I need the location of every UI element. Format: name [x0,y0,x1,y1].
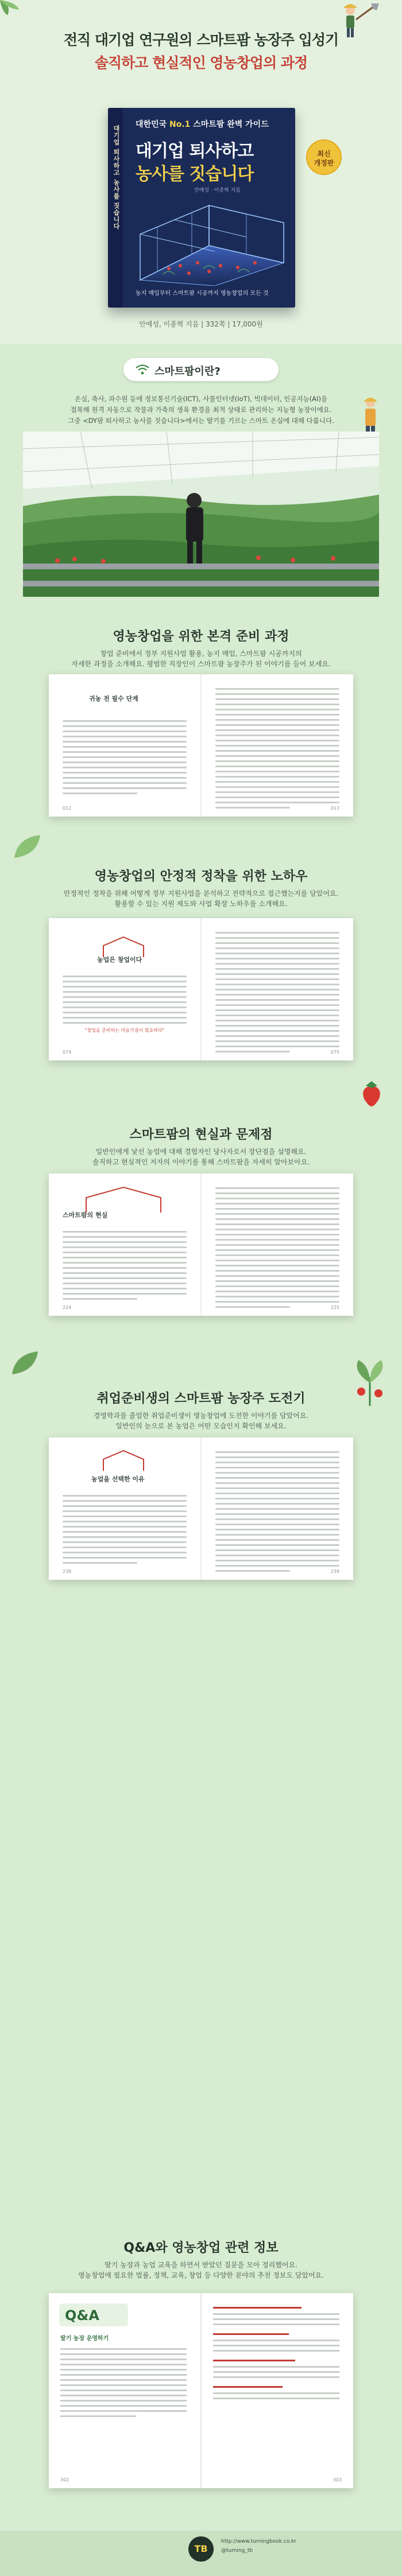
section5-desc-line1: 딸기 농장과 농업 교육을 하면서 받았던 질문을 모아 정리했어요. [105,2261,297,2269]
wifi-icon [135,364,150,375]
section4-desc-line2: 일반인의 눈으로 본 농업은 어떤 모습인지 확인해 보세요. [115,1422,287,1430]
section3-title: 스마트팜의 현실과 문제점 [129,1128,273,1142]
book-cover [108,108,295,308]
book-author: 안예성 · 이종혁 지음 [194,188,241,193]
section2-desc-line1: 안정적인 정착을 위해 어떻게 정부 지원사업을 분석하고 전략적으로 접근했는지를 담았어요. [63,889,339,897]
section1-left-text [63,720,187,798]
section4-desc-line1: 경영학과를 졸업한 취업준비생이 영농창업에 도전한 이야기를 담았어요. [93,1412,309,1420]
section3-book-spread [49,1174,353,1316]
footer [0,2531,402,2576]
smartfarm-desc-line3: 그중 <DY팜 퇴사하고 농사를 짓습니다>에서는 딸기를 기르는 스마트 온실에 대해 다룹니다. [68,417,334,425]
section4-book-spread [49,1437,353,1580]
book-tag-prefix: 대한민국 [136,120,167,129]
section4-chapter-title: 농업을 선택한 이유 [91,1475,145,1483]
section1-left-page [49,674,200,817]
house-outline-icon [83,1185,164,1214]
section1-book-spread [49,674,353,817]
section3-folio-right: 225 [330,1305,339,1310]
leaf-decoration-icon [9,1349,44,1377]
section1-folio-left: 012 [63,806,72,811]
revised-edition-badge [306,139,342,175]
section3-left-text [63,1231,187,1303]
hero-title-line2 [0,52,402,72]
section3-right-page [202,1174,353,1316]
section2-title: 영농창업의 안정적 정착을 위한 노하우 [94,869,308,884]
section1-desc-line1: 창업 준비에서 정부 지원사업 활용, 농지 매입, 스마트팜 시공까지의 [100,650,302,658]
section2-left-text [63,976,187,1027]
section2-chapter-title: 농업은 창업이다 [97,956,142,963]
section2-quote: "창업을 준비하는 마음가짐이 필요하다" [84,1028,165,1033]
smartfarm-description [29,394,373,426]
section4-folio-left: 238 [63,1569,72,1574]
book-tag-suffix: 스마트팜 완벽 가이드 [193,120,269,129]
leaf-decoration-icon [0,0,23,23]
section2-right-text [215,932,339,1056]
section1-title: 영농창업을 위한 본격 준비 과정 [113,630,289,644]
section5-title: Q&A와 영농창업 관련 정보 [123,2241,279,2255]
section2-left-page [49,918,200,1060]
svg-text:Q&A: Q&A [65,2307,99,2324]
book-tagline [136,118,269,130]
section2-desc [34,888,368,909]
section3-chapter-title: 스마트팜의 현실 [63,1211,108,1219]
section3-left-page [49,1174,200,1316]
section3-desc-line1: 일반인에게 낯선 농업에 대해 경험자인 당사자로서 장단점을 설명해요. [95,1148,307,1156]
section1-right-text [215,688,339,812]
smartfarm-title: 스마트팜이란? [154,366,221,378]
hero-title-line1: 전직 대기업 연구원의 스마트팜 농장주 입성기 [63,32,339,48]
qa-book-spread [49,2293,353,2488]
greenhouse-illustration-icon [123,194,295,286]
publisher-social-link[interactable]: @turning_tb [221,2548,253,2554]
book-subtitle: 농지 매입부터 스마트팜 시공까지 영농창업의 모든 것 [136,290,269,297]
hero-title-line2-text: 솔직하고 현실적인 영농창업의 과정 [94,55,308,71]
qa-folio-right: 303 [333,2477,342,2482]
section5-desc-line2: 영농창업에 필요한 법률, 정책, 교육, 창업 등 다양한 분야의 추천 정보도 담았어요. [78,2271,324,2279]
section4-title: 취업준비생의 스마트팜 농장주 도전기 [96,1392,306,1406]
section4-right-page [202,1437,353,1580]
section3-right-text [215,1187,339,1311]
smartfarm-desc-line1: 온실, 축사, 과수원 등에 정보통신기술(ICT), 사물인터넷(IoT), 빅데이터, 인공지능(AI)을 [74,395,328,403]
book-tag-no1: No.1 [169,120,191,129]
strawberry-plant-icon [347,1354,393,1406]
section3-desc-line2: 솔직하고 현실적인 저자의 이야기를 통해 스마트팜을 자세히 알아보아요. [92,1158,310,1166]
publisher-logo: TB [188,2536,214,2562]
qa-tag: 딸기 농장 운영하기 [60,2336,109,2342]
section5-desc [34,2260,368,2280]
book-title-line2: 농사를 짓습니다 [136,164,254,184]
section2-folio-left: 074 [63,1050,72,1055]
smartfarm-title-bubble [123,358,279,381]
section4-right-text [215,1451,339,1575]
qa-folio-left: 302 [60,2477,69,2482]
publisher-website-link[interactable]: http://www.turningbook.co.kr [221,2539,296,2544]
section1-desc [34,648,368,669]
section3-desc [34,1147,368,1167]
section1-folio-right: 013 [330,806,339,811]
section2-desc-line2: 활용할 수 있는 지원 제도와 사업 확장 노하우를 소개해요. [114,900,288,908]
badge-line1: 최신 [317,150,331,158]
section2-folio-right: 075 [330,1050,339,1055]
qa-left-page [49,2293,200,2488]
section3-folio-left: 224 [63,1305,72,1310]
smartfarm-desc-line2: 접목해 원격 자동으로 작물과 가축의 생육 환경을 최적 상태로 관리하는 지능형 농장이에요. [70,406,332,414]
strawberry-icon [357,1079,386,1108]
badge-line2: 개정판 [314,159,334,167]
leaf-decoration-icon [11,832,46,861]
greenhouse-photo-image [23,432,379,597]
hero-section [0,0,402,344]
section1-chapter-title: 귀농 전 필수 단계 [89,695,138,702]
house-outline-icon [100,1449,146,1472]
section4-desc [34,1411,368,1431]
section4-folio-right: 239 [330,1569,339,1574]
book-spine-text: 대기업 퇴사하고 농사를 짓습니다 [113,125,120,230]
section2-book-spread [49,918,353,1060]
greenhouse-photo [23,432,379,597]
section1-right-page [202,674,353,817]
book-meta: 안예성, 이종혁 지음 | 332쪽 | 17,000원 [139,320,263,328]
qa-left-text [60,2348,187,2420]
book-title-line1: 대기업 퇴사하고 [136,141,254,161]
section1-desc-line2: 자세한 과정을 소개해요. 평범한 직장인이 스마트팜 농장주가 된 이야기를 들어 보세요. [71,660,331,668]
section4-left-text [63,1495,187,1567]
qa-right-page [202,2293,353,2488]
section2-right-page [202,918,353,1060]
qa-badge-icon [59,2303,128,2326]
qa-right-text [213,2307,339,2403]
section4-left-page [49,1437,200,1580]
